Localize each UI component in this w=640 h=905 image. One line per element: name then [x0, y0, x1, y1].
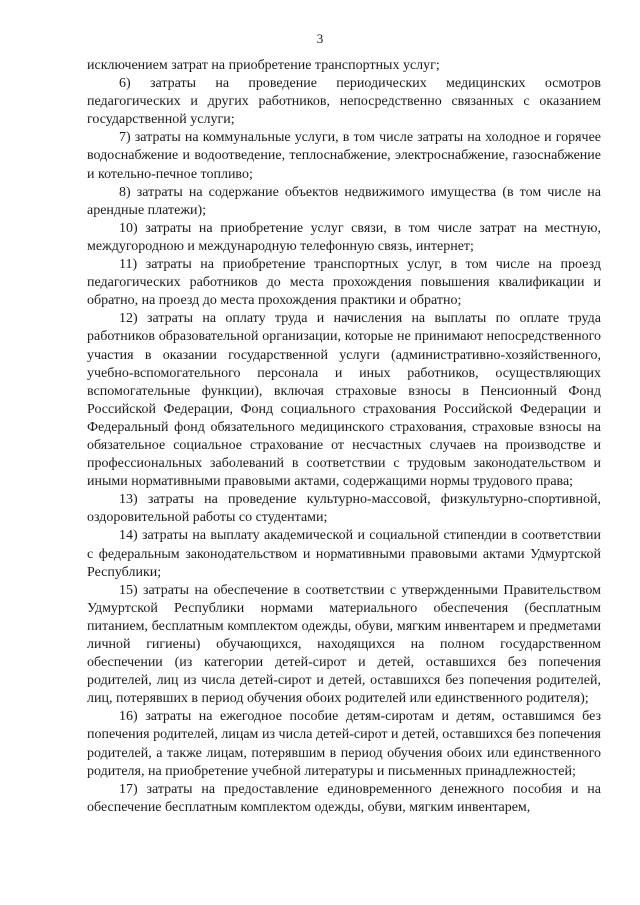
document-body: [87, 57, 601, 817]
paragraph-item-17: 17) затраты на предоставление единовременного денежного пособия и на обеспечение бесплатным комплектом одежды, обуви, мягким инвентарем,: [87, 781, 601, 815]
paragraph-item-6: 6) затраты на проведение периодических медицинских осмотров педагогических и других работников, непосредственно связанных с оказанием государственной услуги;: [87, 76, 601, 128]
paragraph-item-8: 8) затраты на содержание объектов недвижимого имущества (в том числе на арендные платежи);: [87, 184, 601, 218]
paragraph-item-10: 10) затраты на приобретение услуг связи, в том числе затрат на местную, междугородною и международную телефонную связь, интернет;: [87, 220, 601, 254]
paragraph-item-14: 14) затраты на выплату академической и социальной стипендии в соответствии с федеральным законодательством и нормативными правовыми актами Удмуртской Республики;: [87, 528, 601, 580]
paragraph-item-12: 12) затраты на оплату труда и начисления на выплаты по оплате труда работников образовательной организации, которые не принимают непосредственного участия в оказании государственной услуги (административно-хозяйственного, учебно-вспомогательного персонала и иных работников, осуществляющих вспомогательные функции), включая страховые взносы в Пенсионный Фонд Российской Федерации, Фонд социального страхования Российской Федерации и Федеральный фонд обязательного медицинского страхования, страховые взносы на обязательное социальное страхование от несчастных случаев на производстве и профессиональных заболеваний в соответствии с трудовым законодательством и иными нормативными правовыми актами, содержащими нормы трудового права;: [87, 311, 601, 490]
paragraph-item-16: 16) затраты на ежегодное пособие детям-сиротам и детям, оставшимся без попечения родителей, лицам из числа детей-сирот и детей, оставшихся без попечения родителей, а также лицам, потерявшим в период обучения обоих или единственного родителя, на приобретение учебной литературы и письменных принадлежностей;: [87, 709, 601, 779]
paragraph-item-11: 11) затраты на приобретение транспортных услуг, в том числе на проезд педагогических работников до места прохождения повышения квалификации и обратно, на проезд до места прохождения практики и обратно;: [87, 257, 601, 309]
paragraph-item-13: 13) затраты на проведение культурно-массовой, физкультурно-спортивной, оздоровительной работы со студентами;: [87, 492, 601, 526]
page-number: 3: [316, 31, 324, 46]
paragraph-item-15: 15) затраты на обеспечение в соответствии с утвержденными Правительством Удмуртской Республики нормами материального обеспечения (бесплатным питанием, бесплатным комплектом одежды, обуви, мягким инвентарем и предметами личной гигиены) обучающихся, находящихся на полном государственном обеспечении (из категории детей-сирот и детей, оставшихся без попечения родителей, лиц из числа детей-сирот и детей, оставшихся без попечения родителей, лиц, потерявших в период обучения обоих родителей или единственного родителя);: [87, 582, 601, 707]
paragraph-item-7: 7) затраты на коммунальные услуги, в том числе затраты на холодное и горячее водоснабжение и водоотведение, теплоснабжение, электроснабжение, газоснабжение и котельно-печное топливо;: [87, 130, 601, 182]
paragraph-continuation: исключением затрат на приобретение транспортных услуг;: [87, 58, 440, 73]
